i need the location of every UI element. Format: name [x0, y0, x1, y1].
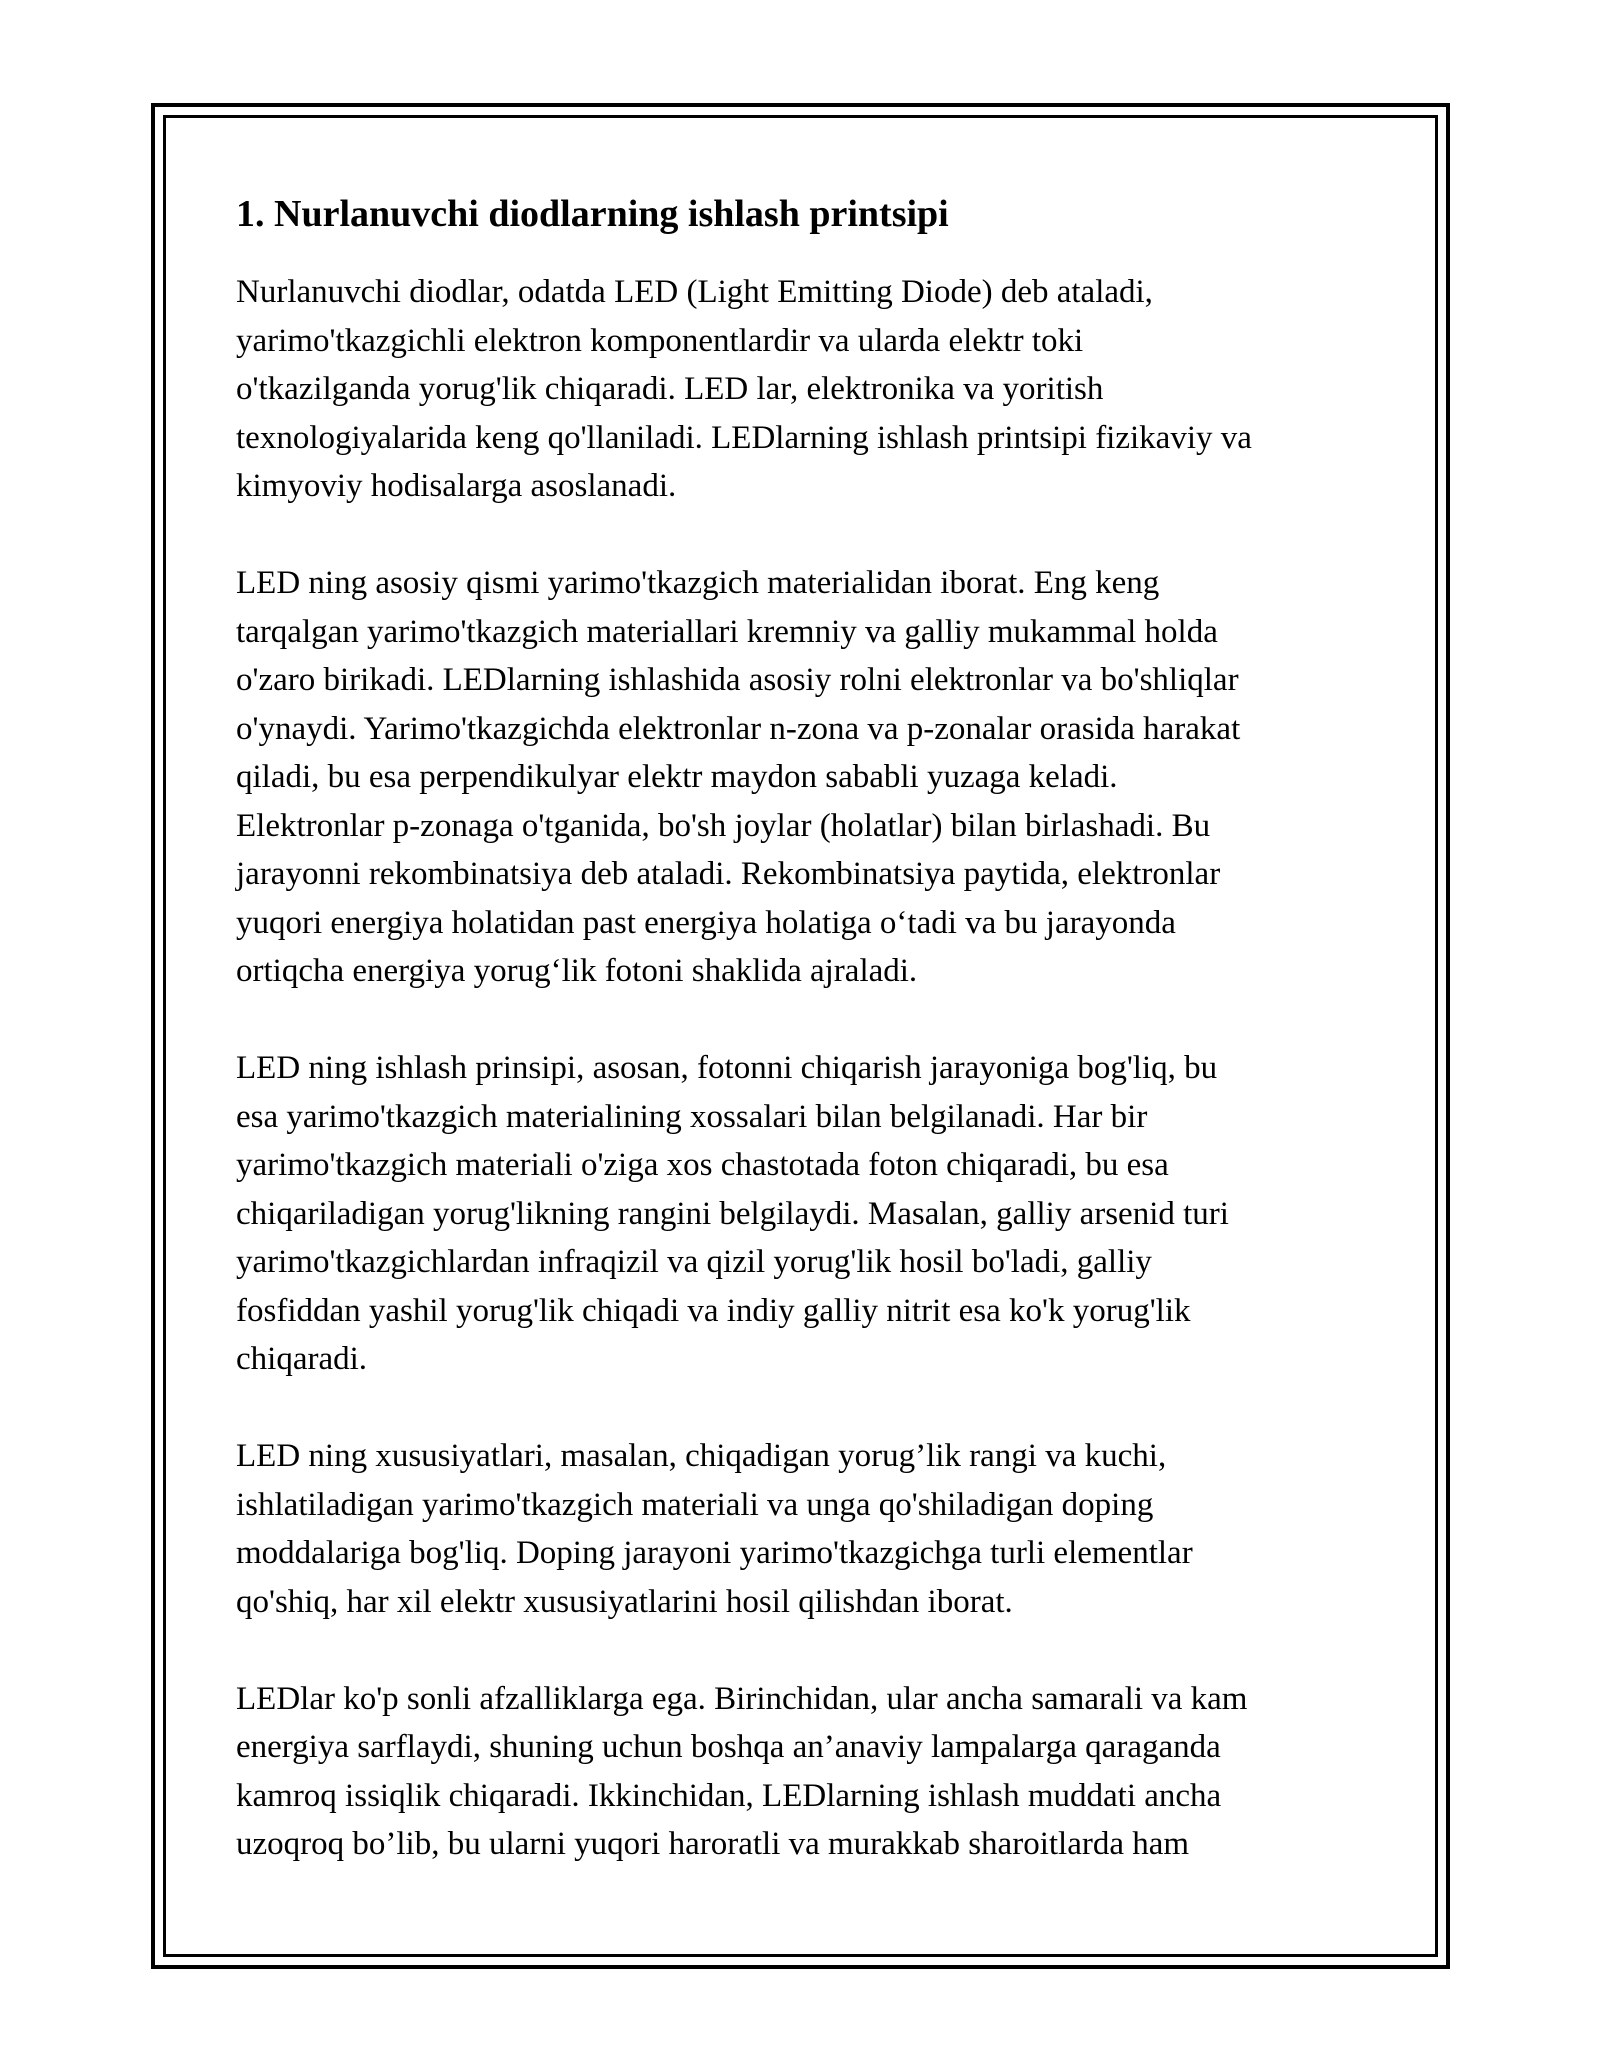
- paragraph-4: LED ning xususiyatlari, masalan, chiqadigan yorug’lik rangi va kuchi, ishlatiladigan yarimo'tkazgich materiali va unga qo'shiladigan doping moddalariga bog'liq. Doping jarayoni yarimo'tkazgichga turli elementlar qo'shiq, har xil elektr xususiyatlarini hosil qilishdan iborat.: [236, 1438, 1193, 1620]
- section-heading: 1. Nurlanuvchi diodlarning ishlash printsipi: [236, 193, 949, 235]
- paragraph-5: LEDlar ko'p sonli afzalliklarga ega. Birinchidan, ular ancha samarali va kam energiya sarflaydi, shuning uchun boshqa an’anaviy lampalarga qaraganda kamroq issiqlik chiqaradi. Ikkinchidan, LEDlarning ishlash muddati ancha uzoqroq bo’lib, bu ularni yuqori haroratli va murakkab sharoitlarda ham: [236, 1680, 1248, 1862]
- paragraph-1: Nurlanuvchi diodlar, odatda LED (Light Emitting Diode) deb ataladi, yarimo'tkazgichli elektron komponentlardir va ularda elektr toki o'tkazilganda yorug'lik chiqaradi. LED lar, elektronika va yoritish texnologiyalarida keng qo'llaniladi. LEDlarning ishlash printsipi fizikaviy va kimyoviy hodisalarga asoslanadi.: [236, 274, 1252, 504]
- document-body: [236, 190, 1386, 1917]
- paragraph-3: LED ning ishlash prinsipi, asosan, fotonni chiqarish jarayoniga bog'liq, bu esa yarimo'tkazgich materialining xossalari bilan belgilanadi. Har bir yarimo'tkazgich materiali o'ziga xos chastotada foton chiqaradi, bu esa chiqariladigan yorug'likning rangini belgilaydi. Masalan, galliy arsenid turi yarimo'tkazgichlardan infraqizil va qizil yorug'lik hosil bo'ladi, galliy fosfiddan yashil yorug'lik chiqadi va indiy galliy nitrit esa ko'k yorug'lik chiqaradi.: [236, 1050, 1229, 1377]
- paragraph-2: LED ning asosiy qismi yarimo'tkazgich materialidan iborat. Eng keng tarqalgan yarimo'tkazgich materiallari kremniy va galliy mukammal holda o'zaro birikadi. LEDlarning ishlashida asosiy rolni elektronlar va bo'shliqlar o'ynaydi. Yarimo'tkazgichda elektronlar n-zona va p-zonalar orasida harakat qiladi, bu esa perpendikulyar elektr maydon sababli yuzaga keladi. Elektronlar p-zonaga o'tganida, bo'sh joylar (holatlar) bilan birlashadi. Bu jarayonni rekombinatsiya deb ataladi. Rekombinatsiya paytida, elektronlar yuqori energiya holatidan past energiya holatiga o‘tadi va bu jarayonda ortiqcha energiya yorug‘lik fotoni shaklida ajraladi.: [236, 565, 1241, 989]
